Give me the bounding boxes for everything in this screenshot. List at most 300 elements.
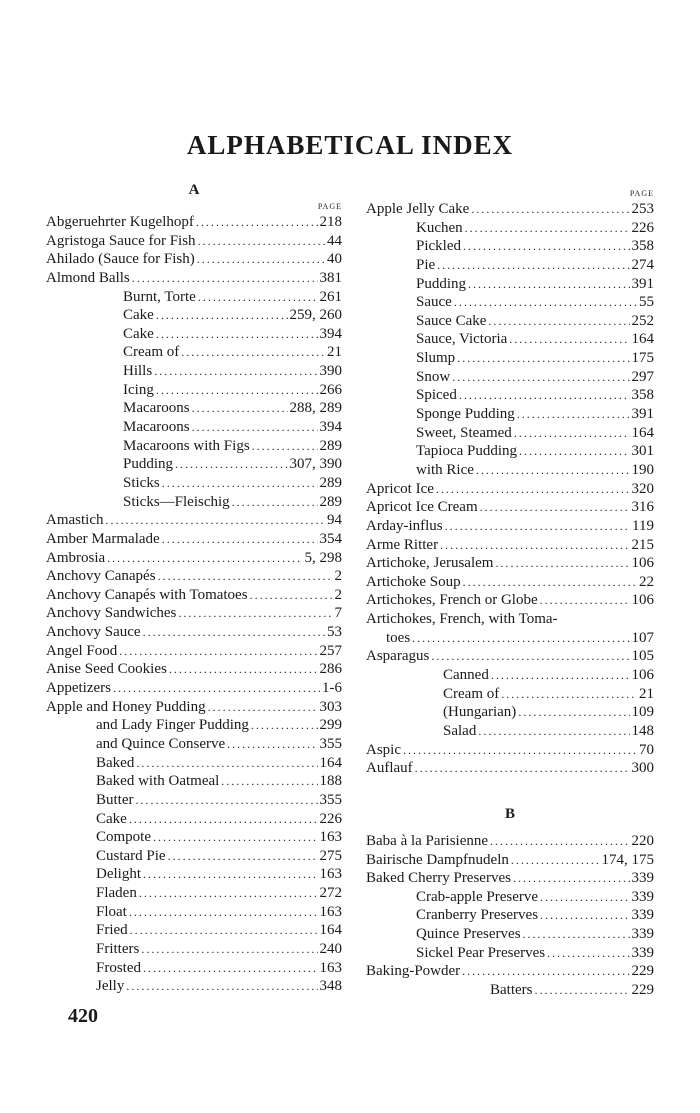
index-entry: [366, 647, 654, 666]
entry-page-number: 7: [334, 605, 342, 622]
entry-page-number: 240: [319, 940, 342, 957]
index-entry: [366, 554, 654, 573]
entry-page-number: 316: [631, 499, 654, 516]
index-entry: [366, 386, 654, 405]
index-entry: [366, 869, 654, 888]
index-entry: [366, 925, 654, 944]
entry-label: Pudding: [123, 456, 174, 473]
dot-leader: [468, 275, 629, 294]
entry-label: Icing: [123, 381, 154, 398]
entry-label: Ambrosia: [46, 549, 106, 566]
entry-label: Sticks: [123, 474, 160, 491]
entry-label: Apple Jelly Cake: [366, 201, 470, 217]
entry-page-number: 391: [631, 406, 654, 423]
index-entry: [366, 424, 654, 443]
index-entry: [366, 256, 654, 275]
dot-leader: [519, 442, 629, 461]
entry-label: Arday-influs: [366, 517, 443, 534]
entry-label: with Rice: [416, 461, 474, 478]
dot-leader: [107, 549, 302, 568]
dot-leader: [463, 573, 637, 592]
index-entry: [46, 567, 342, 586]
entry-page-number: 164: [319, 754, 342, 771]
entry-label: Sauce, Victoria: [416, 331, 508, 348]
entry-label: Burnt, Torte: [123, 288, 196, 305]
index-entry: [366, 442, 654, 461]
entry-page-number: 190: [631, 461, 654, 478]
dot-leader: [403, 741, 637, 760]
dot-leader: [454, 293, 637, 312]
dot-leader: [143, 865, 318, 884]
index-entry: [366, 536, 654, 555]
entry-label: Anchovy Sauce: [46, 624, 141, 641]
entry-page-number: 289: [319, 474, 342, 491]
section-letter-a: A: [188, 182, 200, 198]
entry-page-number: 354: [319, 530, 342, 547]
dot-leader: [156, 325, 318, 344]
index-entry: [46, 698, 342, 717]
entry-page-number: 106: [631, 555, 654, 572]
index-entry: [46, 810, 342, 829]
entry-label: Pickled: [416, 238, 461, 255]
dot-leader: [495, 554, 629, 573]
entry-page-number: 40: [327, 251, 342, 268]
dot-leader: [129, 810, 318, 829]
entry-label: Apple and Honey Pudding: [46, 698, 206, 715]
entry-label: Tapioca Pudding: [416, 443, 518, 460]
dot-leader: [221, 772, 317, 791]
index-entry: [366, 368, 654, 387]
dot-leader: [490, 832, 629, 851]
entry-label: Quince Preserves: [416, 926, 521, 943]
dot-leader: [547, 944, 629, 963]
entry-label: Compote: [96, 829, 151, 846]
entry-label: (Hungarian): [443, 704, 517, 721]
page-column-header: PAGE: [317, 202, 342, 211]
entry-label: Hills: [123, 363, 153, 380]
index-entry: [46, 437, 342, 456]
dot-leader: [141, 940, 317, 959]
entry-label: Pie: [416, 256, 436, 273]
entry-page-number: 164: [631, 331, 654, 348]
index-entry: [46, 623, 342, 642]
index-entry: [46, 959, 342, 978]
entry-label: Cream of: [123, 344, 180, 361]
index-entry: [366, 722, 654, 741]
index-entry: [366, 219, 654, 238]
entry-label: toes: [386, 629, 411, 646]
dot-leader: [158, 567, 333, 586]
index-entry: [366, 312, 654, 331]
dot-leader: [540, 906, 629, 925]
index-entry: [46, 306, 342, 325]
dot-leader: [535, 981, 630, 1000]
entry-label: Fritters: [96, 940, 140, 957]
dot-leader: [250, 586, 333, 605]
entry-page-number: 339: [631, 926, 654, 943]
entry-label: Anchovy Sandwiches: [46, 605, 177, 622]
index-entry: [46, 735, 342, 754]
index-entry: [46, 455, 342, 474]
section-letter-b: B: [504, 805, 515, 822]
entry-page-number: 358: [631, 238, 654, 255]
section-spacer: [366, 778, 654, 804]
entry-label: Cranberry Preserves: [416, 907, 539, 924]
index-entry: [366, 944, 654, 963]
index-entry: [46, 325, 342, 344]
entry-page-number: 55: [639, 294, 654, 311]
entry-page-number: 21: [327, 344, 342, 361]
entry-label: Anise Seed Cookies: [46, 661, 167, 678]
dot-leader: [437, 256, 629, 275]
entry-label: Anchovy Canapés: [46, 568, 156, 585]
entry-label: Angel Food: [46, 642, 118, 659]
index-entry: [366, 237, 654, 256]
entry-label: and Quince Conserve: [96, 735, 226, 752]
entry-page-number: 119: [632, 517, 654, 534]
dot-leader: [478, 722, 629, 741]
entry-page-number: 163: [319, 829, 342, 846]
entry-page-number: 391: [631, 275, 654, 292]
index-entry: [46, 754, 342, 773]
entry-page-number: 301: [631, 443, 654, 460]
entry-label: Snow: [416, 368, 451, 385]
dot-leader: [126, 977, 317, 996]
entry-label: Ahilado (Sauce for Fish): [46, 251, 195, 268]
dot-leader: [445, 517, 630, 536]
entry-page-number: 348: [319, 978, 342, 995]
dot-leader: [513, 869, 630, 888]
entry-page-number: 188: [319, 773, 342, 790]
entry-page-number: 53: [327, 624, 342, 641]
entry-page-number: 105: [631, 648, 654, 665]
index-entry: [366, 573, 654, 592]
entry-label: Jelly: [96, 978, 125, 995]
entry-page-number: 339: [631, 888, 654, 905]
dot-leader: [156, 381, 318, 400]
dot-leader: [440, 536, 629, 555]
dot-leader: [452, 368, 629, 387]
dot-leader: [178, 604, 332, 623]
entry-label: Artichoke, Jerusalem: [366, 555, 494, 572]
dot-leader: [457, 349, 629, 368]
entry-page-number: 22: [639, 573, 654, 590]
entry-label: Artichokes, French or Globe: [366, 592, 538, 609]
dot-leader: [462, 962, 629, 981]
entry-label: Butter: [96, 791, 134, 808]
index-entry: [366, 741, 654, 760]
entry-page-number: 307, 390: [289, 456, 342, 473]
entry-label: Sweet, Steamed: [416, 424, 512, 441]
dot-leader: [491, 666, 630, 685]
index-entry: [46, 884, 342, 903]
entry-page-number: 275: [319, 847, 342, 864]
entry-label: Baked with Oatmeal: [96, 773, 220, 790]
index-entry: [366, 498, 654, 517]
entry-page-number: 300: [631, 760, 654, 777]
index-entry: [46, 288, 342, 307]
entry-page-number: 106: [631, 592, 654, 609]
entry-label: Asparagus: [366, 648, 430, 665]
entry-page-number: 106: [631, 667, 654, 684]
entry-page-number: 163: [319, 866, 342, 883]
entry-label: Sauce: [416, 294, 452, 311]
entry-label: Cream of: [443, 685, 500, 702]
entry-label: Spiced: [416, 387, 457, 404]
dot-leader: [517, 405, 630, 424]
index-entries-right-a: [366, 200, 654, 778]
entry-label: Apricot Ice: [366, 480, 434, 497]
entry-page-number: 229: [631, 963, 654, 980]
index-entry: [366, 480, 654, 499]
index-entry: [366, 685, 654, 704]
entry-page-number: 226: [319, 810, 342, 827]
entry-label: Salad: [443, 722, 477, 739]
dot-leader: [251, 716, 318, 735]
index-entry: [366, 759, 654, 778]
index-entry: [46, 511, 342, 530]
entry-page-number: 320: [631, 480, 654, 497]
dot-leader: [168, 847, 318, 866]
entry-label: Sticks—Fleischig: [123, 493, 230, 510]
index-entry: [46, 418, 342, 437]
index-entry: [366, 517, 654, 536]
index-entry: [46, 493, 342, 512]
entry-label: Sponge Pudding: [416, 406, 515, 423]
index-entry: [46, 903, 342, 922]
index-column-right: [366, 187, 654, 1000]
dot-leader: [192, 399, 288, 418]
dot-leader: [143, 623, 325, 642]
entry-label: Float: [96, 903, 127, 920]
entry-page-number: 163: [319, 959, 342, 976]
entry-page-number: 253: [631, 201, 654, 217]
entry-label: Cake: [123, 325, 154, 342]
index-entry: [366, 591, 654, 610]
entry-page-number: 220: [631, 832, 654, 849]
dot-leader: [106, 511, 326, 530]
dot-leader: [511, 851, 600, 870]
entry-page-number: 299: [319, 717, 342, 734]
dot-leader: [415, 759, 630, 778]
entry-label: Artichokes, French, with Toma-: [366, 611, 558, 628]
entry-page-number: 274: [631, 256, 654, 273]
index-entry: [46, 362, 342, 381]
entry-label: Canned: [443, 667, 489, 684]
index-entry: [46, 977, 342, 996]
section-spacer: [366, 824, 654, 832]
entry-page-number: 355: [319, 735, 342, 752]
entry-label: Amastich: [46, 512, 104, 529]
dot-leader: [252, 437, 318, 456]
dot-leader: [153, 828, 318, 847]
entry-page-number: 2: [334, 586, 342, 603]
entry-label: Fried: [96, 922, 128, 939]
entry-page-number: 175: [631, 350, 654, 367]
page-title: ALPHABETICAL INDEX: [186, 130, 514, 160]
dot-leader: [540, 888, 629, 907]
entry-label: Baked: [96, 754, 135, 771]
dot-leader: [518, 703, 629, 722]
dot-leader: [162, 474, 318, 493]
entry-page-number: 257: [319, 642, 342, 659]
index-entries-right-b: [366, 832, 654, 1000]
dot-leader: [136, 791, 318, 810]
entry-label: Sauce Cake: [416, 312, 487, 329]
entry-label: Auflauf: [366, 760, 413, 777]
dot-leader: [471, 200, 629, 219]
dot-leader: [162, 530, 318, 549]
index-entry: [366, 293, 654, 312]
entry-page-number: 2: [334, 568, 342, 585]
dot-leader: [501, 685, 637, 704]
index-column-left: [46, 180, 342, 996]
dot-leader: [412, 629, 629, 648]
index-entry: [46, 474, 342, 493]
index-entry: [366, 888, 654, 907]
index-entry: [46, 530, 342, 549]
index-entry: [46, 660, 342, 679]
entry-label: Crab-apple Preserve: [416, 888, 539, 905]
entry-page-number: 289: [319, 437, 342, 454]
index-entry: [366, 405, 654, 424]
entry-page-number: 226: [631, 219, 654, 236]
index-entry: [366, 851, 654, 870]
entry-page-number: 94: [327, 512, 342, 529]
entry-label: Fladen: [96, 885, 137, 902]
entry-page-number: 218: [319, 214, 342, 230]
dot-leader: [113, 679, 320, 698]
index-entry: [46, 679, 342, 698]
dot-leader: [227, 735, 317, 754]
entry-page-number: 394: [319, 325, 342, 342]
entry-label: Frosted: [96, 959, 141, 976]
entry-page-number: 5, 298: [304, 549, 342, 566]
index-entry: [46, 921, 342, 940]
dot-leader: [514, 424, 630, 443]
index-entry: [366, 629, 654, 648]
index-entry: [366, 200, 654, 219]
dot-leader: [175, 455, 287, 474]
index-entry: [366, 275, 654, 294]
index-entry: [46, 549, 342, 568]
entry-page-number: 44: [327, 232, 342, 249]
entry-label: Amber Marmalade: [46, 530, 160, 547]
index-entry: [46, 847, 342, 866]
entry-label: Cake: [123, 307, 154, 324]
dot-leader: [169, 660, 318, 679]
index-entry: [46, 604, 342, 623]
dot-leader: [198, 288, 318, 307]
entry-page-number: 259, 260: [289, 307, 342, 324]
index-entry: [366, 703, 654, 722]
index-entry: [46, 642, 342, 661]
dot-leader: [509, 330, 629, 349]
entry-page-number: 390: [319, 363, 342, 380]
entry-label: Sickel Pear Preserves: [416, 944, 546, 961]
entry-page-number: 163: [319, 903, 342, 920]
entry-page-number: 272: [319, 885, 342, 902]
dot-leader: [465, 219, 630, 238]
index-entry: [46, 269, 342, 288]
entry-page-number: 252: [631, 312, 654, 329]
entry-page-number: 164: [319, 922, 342, 939]
entry-page-number: 303: [319, 698, 342, 715]
dot-leader: [196, 213, 318, 232]
dot-leader: [198, 232, 325, 251]
index-entry: [46, 791, 342, 810]
entry-page-number: 266: [319, 381, 342, 398]
entry-page-number: 358: [631, 387, 654, 404]
entry-page-number: 339: [631, 870, 654, 887]
entry-page-number: 164: [631, 424, 654, 441]
dot-leader: [129, 903, 318, 922]
index-entry: [46, 343, 342, 362]
entry-label: Baba à la Parisienne: [366, 832, 489, 849]
dot-leader: [119, 642, 317, 661]
index-entry: [366, 349, 654, 368]
entry-page-number: 21: [639, 685, 654, 702]
entry-label: Apricot Ice Cream: [366, 499, 478, 516]
entry-page-number: 174, 175: [601, 851, 654, 868]
index-entry: [366, 832, 654, 851]
entry-page-number: 289: [319, 493, 342, 510]
index-entry: [46, 865, 342, 884]
index-entry: [366, 981, 654, 1000]
index-entry: [46, 772, 342, 791]
dot-leader: [132, 269, 318, 288]
index-entry: [366, 330, 654, 349]
entry-label: Appetizers: [46, 680, 111, 697]
entry-page-number: 261: [319, 288, 342, 305]
entry-label: Agristoga Sauce for Fish: [46, 232, 196, 249]
dot-leader: [431, 647, 629, 666]
index-entry: [46, 586, 342, 605]
index-entries-left: [46, 213, 342, 996]
dot-leader: [130, 921, 318, 940]
dot-leader: [436, 480, 630, 499]
entry-page-number: 229: [631, 981, 654, 998]
entry-page-number: 109: [631, 704, 654, 721]
entry-label: Custard Pie: [96, 847, 166, 864]
dot-leader: [136, 754, 317, 773]
dot-leader: [181, 343, 325, 362]
entry-page-number: 70: [639, 741, 654, 758]
index-entry: [46, 716, 342, 735]
page-column-header: PAGE: [629, 189, 654, 198]
entry-page-number: 215: [631, 536, 654, 553]
index-entry: [46, 940, 342, 959]
entry-label: Macaroons: [123, 400, 190, 417]
entry-label: Aspic: [366, 741, 401, 758]
index-entry: [46, 232, 342, 251]
dot-leader: [208, 698, 318, 717]
dot-leader: [139, 884, 318, 903]
entry-label: Arme Ritter: [366, 536, 439, 553]
entry-label: Macaroons: [123, 419, 190, 436]
dot-leader: [156, 306, 288, 325]
entry-page-number: 394: [319, 419, 342, 436]
entry-page-number: 297: [631, 368, 654, 385]
entry-label: Baked Cherry Preserves: [366, 870, 511, 887]
dot-leader: [197, 250, 325, 269]
entry-label: Anchovy Canapés with Tomatoes: [46, 586, 248, 603]
page-number: 420: [68, 1005, 98, 1027]
dot-leader: [459, 386, 630, 405]
dot-leader: [463, 237, 630, 256]
entry-label: Almond Balls: [46, 269, 130, 286]
dot-leader: [192, 418, 318, 437]
